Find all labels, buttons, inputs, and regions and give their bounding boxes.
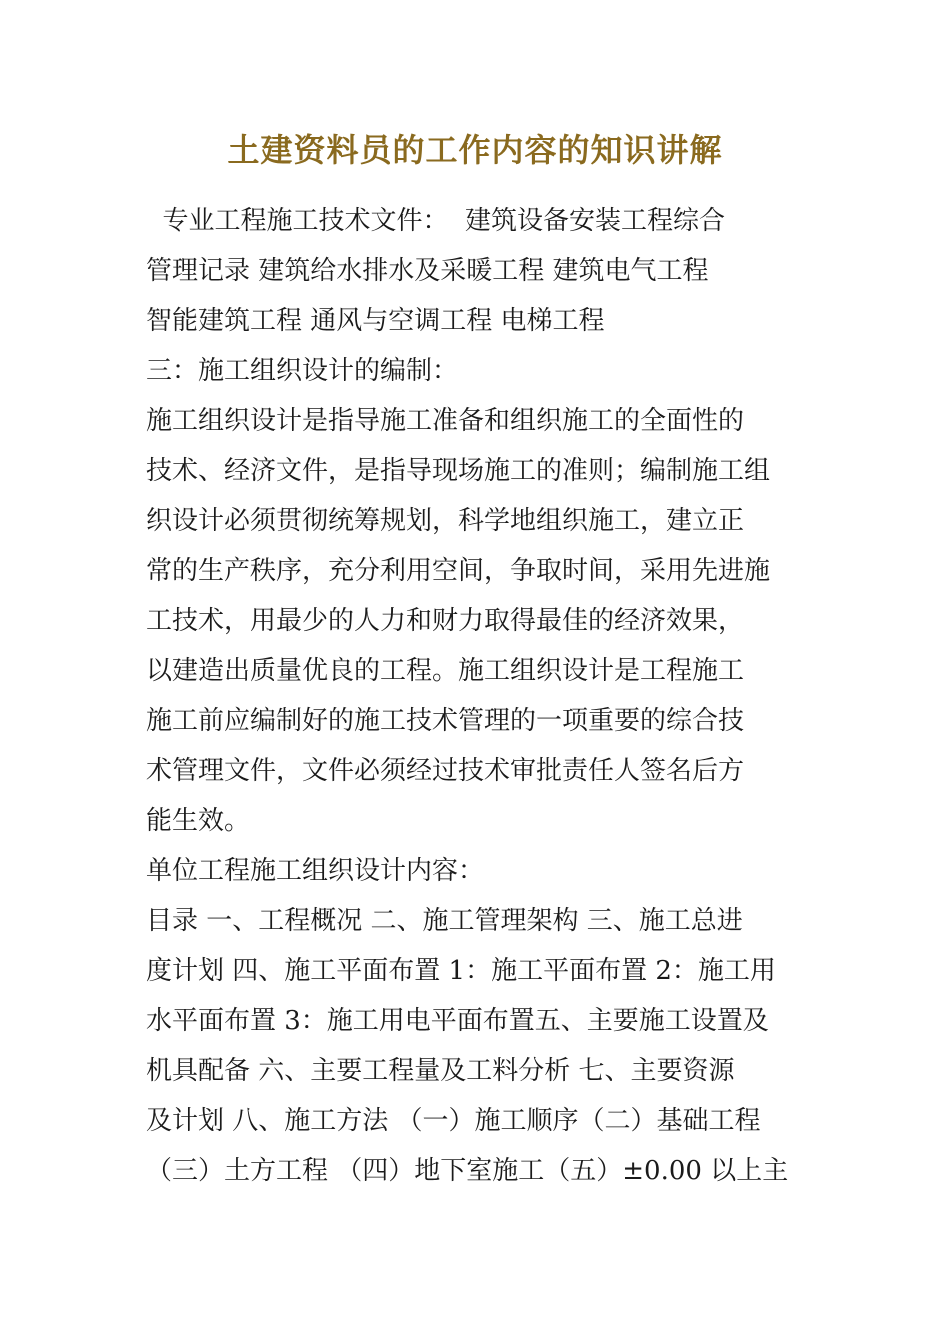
document-title: 土建资料员的工作内容的知识讲解 xyxy=(227,131,723,169)
body-line: 以建造出质量优良的工程。施工组织设计是工程施工 xyxy=(146,656,745,686)
body-line: 施工前应编制好的施工技术管理的一项重要的综合技 xyxy=(146,706,745,736)
body-line: 单位工程施工组织设计内容： xyxy=(146,856,485,886)
body-line: 工技术，用最少的人力和财力取得最佳的经济效果， xyxy=(146,606,745,636)
body-line: （三）土方工程 （四）地下室施工（五）±0.00 以上主 xyxy=(146,1156,789,1186)
body-line: 智能建筑工程 通风与空调工程 电梯工程 xyxy=(146,306,605,336)
body-line: 水平面布置 3：施工用电平面布置五、主要施工设置及 xyxy=(146,1006,769,1036)
body-line: 专业工程施工技术文件： 建筑设备安装工程综合 xyxy=(146,206,726,236)
body-line: 施工组织设计是指导施工准备和组织施工的全面性的 xyxy=(146,406,745,436)
body-line: 及计划 八、施工方法 （一）施工顺序（二）基础工程 xyxy=(146,1106,761,1136)
body-line: 常的生产秩序，充分利用空间，争取时间，采用先进施 xyxy=(146,556,771,586)
body-line: 术管理文件，文件必须经过技术审批责任人签名后方 xyxy=(146,756,745,786)
body-line: 管理记录 建筑给水排水及采暖工程 建筑电气工程 xyxy=(146,256,709,286)
document-body xyxy=(146,196,810,1196)
body-line: 织设计必须贯彻统筹规划，科学地组织施工，建立正 xyxy=(146,506,745,536)
body-line: 机具配备 六、主要工程量及工料分析 七、主要资源 xyxy=(146,1056,735,1086)
body-line: 能生效。 xyxy=(146,806,251,836)
body-line: 三：施工组织设计的编制： xyxy=(146,356,459,386)
body-line: 度计划 四、施工平面布置 1：施工平面布置 2：施工用 xyxy=(146,956,776,986)
body-line: 目录 一、工程概况 二、施工管理架构 三、施工总进 xyxy=(146,906,743,936)
body-line: 技术、经济文件，是指导现场施工的准则；编制施工组 xyxy=(146,456,771,486)
